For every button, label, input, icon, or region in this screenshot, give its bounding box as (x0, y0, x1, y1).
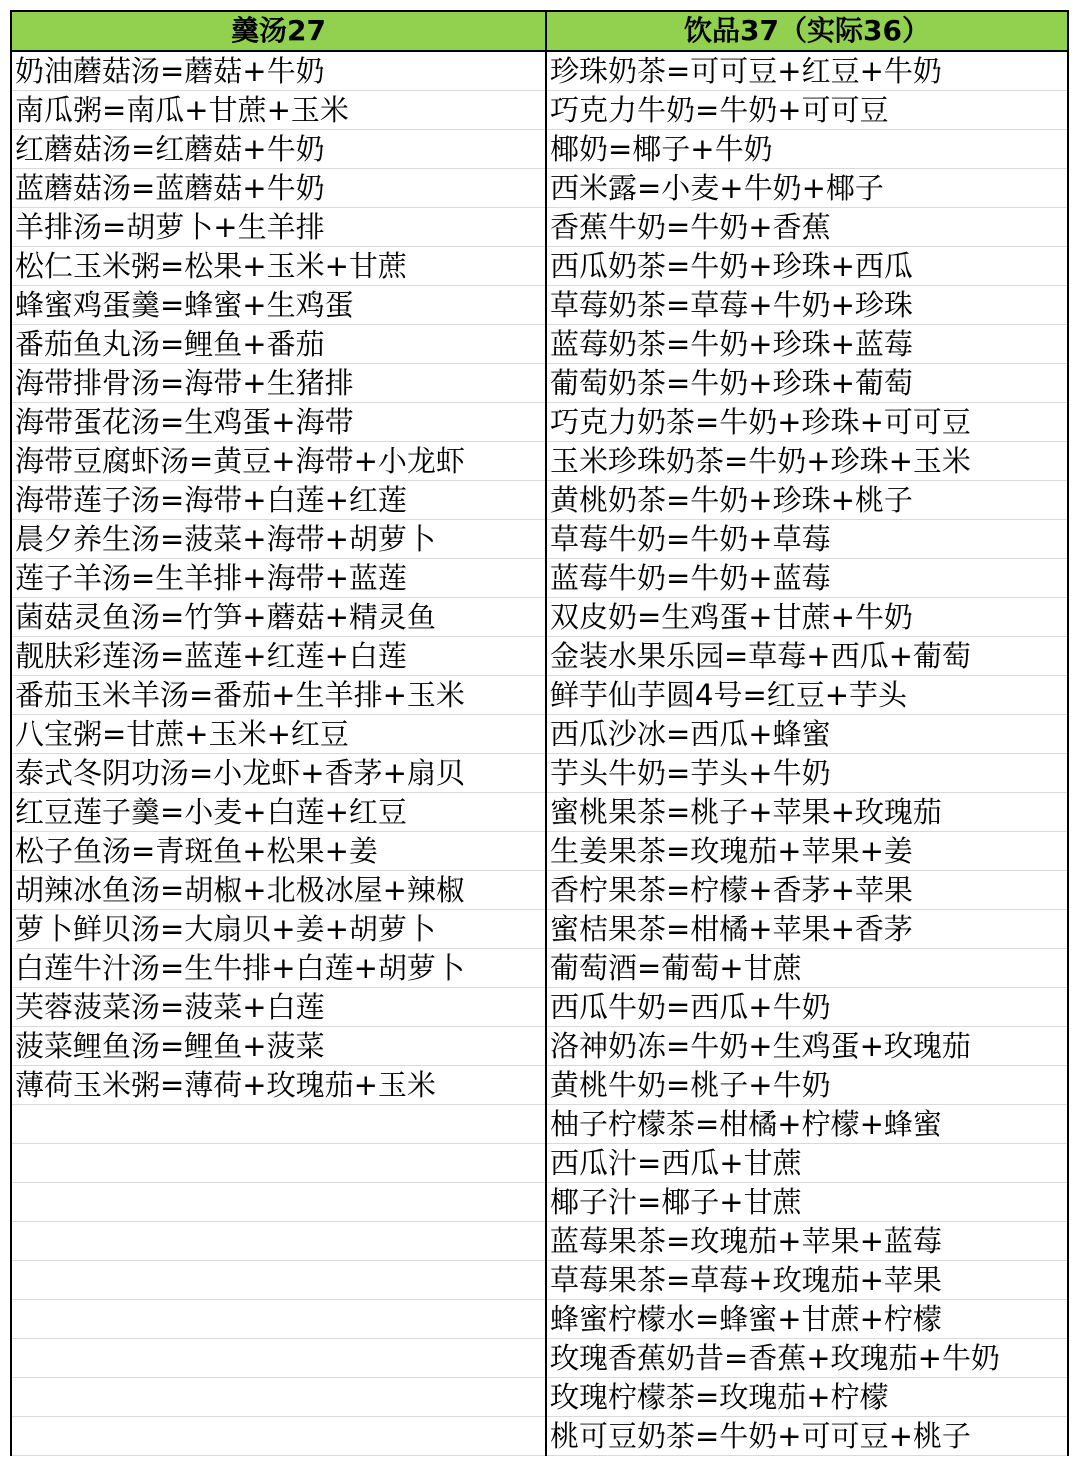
drink-recipe-cell: 黄桃奶茶=牛奶+珍珠+桃子 (546, 481, 1068, 520)
soup-recipe-cell: 羊排汤=胡萝卜+生羊排 (11, 208, 546, 247)
soup-recipe-cell: 莲子羊汤=生羊排+海带+蓝莲 (11, 559, 546, 598)
soup-recipe-cell: 泰式冬阴功汤=小龙虾+香茅+扇贝 (11, 754, 546, 793)
drink-recipe-cell: 鲜芋仙芋圆4号=红豆+芋头 (546, 676, 1068, 715)
table-row (11, 1105, 1068, 1144)
soup-recipe-cell: 奶油蘑菇汤=蘑菇+牛奶 (11, 51, 546, 91)
drink-recipe-cell: 蜜桔果茶=柑橘+苹果+香茅 (546, 910, 1068, 949)
table-row (11, 481, 1068, 520)
soup-recipe-cell: 海带蛋花汤=生鸡蛋+海带 (11, 403, 546, 442)
drink-recipe-cell: 草莓牛奶=牛奶+草莓 (546, 520, 1068, 559)
table-row (11, 676, 1068, 715)
drink-recipe-cell: 蓝莓牛奶=牛奶+蓝莓 (546, 559, 1068, 598)
soup-recipe-cell: 番茄玉米羊汤=番茄+生羊排+玉米 (11, 676, 546, 715)
soup-recipe-cell: 松仁玉米粥=松果+玉米+甘蔗 (11, 247, 546, 286)
drink-recipe-cell: 草莓果茶=草莓+玫瑰茄+苹果 (546, 1261, 1068, 1300)
soup-recipe-cell (11, 1261, 546, 1300)
table-row (11, 637, 1068, 676)
drink-recipe-cell: 巧克力奶茶=牛奶+珍珠+可可豆 (546, 403, 1068, 442)
table-row (11, 559, 1068, 598)
table-row (11, 1183, 1068, 1222)
soup-recipe-cell: 八宝粥=甘蔗+玉米+红豆 (11, 715, 546, 754)
table-row (11, 325, 1068, 364)
drink-recipe-cell: 西瓜沙冰=西瓜+蜂蜜 (546, 715, 1068, 754)
drink-recipe-cell: 西瓜奶茶=牛奶+珍珠+西瓜 (546, 247, 1068, 286)
table-row (11, 130, 1068, 169)
table-row (11, 1300, 1068, 1339)
drink-recipe-cell: 蓝莓奶茶=牛奶+珍珠+蓝莓 (546, 325, 1068, 364)
soup-recipe-cell: 红蘑菇汤=红蘑菇+牛奶 (11, 130, 546, 169)
soup-recipe-cell: 海带排骨汤=海带+生猪排 (11, 364, 546, 403)
drink-recipe-cell: 西瓜汁=西瓜+甘蔗 (546, 1144, 1068, 1183)
table-row (11, 754, 1068, 793)
table-row (11, 169, 1068, 208)
table-row (11, 598, 1068, 637)
drink-recipe-cell: 葡萄酒=葡萄+甘蔗 (546, 949, 1068, 988)
table-row (11, 949, 1068, 988)
drink-recipe-cell: 葡萄奶茶=牛奶+珍珠+葡萄 (546, 364, 1068, 403)
drink-recipe-cell: 玫瑰柠檬茶=玫瑰茄+柠檬 (546, 1378, 1068, 1417)
soup-recipe-cell: 胡辣冰鱼汤=胡椒+北极冰屋+辣椒 (11, 871, 546, 910)
table-row (11, 1261, 1068, 1300)
drink-recipe-cell: 椰子汁=椰子+甘蔗 (546, 1183, 1068, 1222)
soup-recipe-cell: 南瓜粥=南瓜+甘蔗+玉米 (11, 91, 546, 130)
table-row (11, 910, 1068, 949)
table-row (11, 871, 1068, 910)
soup-recipe-cell: 海带莲子汤=海带+白莲+红莲 (11, 481, 546, 520)
drink-recipe-cell: 珍珠奶茶=可可豆+红豆+牛奶 (546, 51, 1068, 91)
table-row (11, 1222, 1068, 1261)
table-row (11, 1417, 1068, 1456)
drink-recipe-cell: 桃可豆奶茶=牛奶+可可豆+桃子 (546, 1417, 1068, 1456)
soup-recipe-cell (11, 1183, 546, 1222)
table-row (11, 988, 1068, 1027)
drink-recipe-cell: 蜜桃果茶=桃子+苹果+玫瑰茄 (546, 793, 1068, 832)
soup-recipe-cell: 靓肤彩莲汤=蓝莲+红莲+白莲 (11, 637, 546, 676)
table-row (11, 208, 1068, 247)
drink-recipe-cell: 玉米珍珠奶茶=牛奶+珍珠+玉米 (546, 442, 1068, 481)
table-row (11, 832, 1068, 871)
table-row (11, 1144, 1068, 1183)
header-row (11, 11, 1068, 51)
soup-recipe-cell: 海带豆腐虾汤=黄豆+海带+小龙虾 (11, 442, 546, 481)
soup-recipe-cell (11, 1222, 546, 1261)
table-row (11, 715, 1068, 754)
drink-recipe-cell: 洛神奶冻=牛奶+生鸡蛋+玫瑰茄 (546, 1027, 1068, 1066)
table-row (11, 520, 1068, 559)
soup-recipe-cell (11, 1378, 546, 1417)
drink-recipe-cell: 金装水果乐园=草莓+西瓜+葡萄 (546, 637, 1068, 676)
soup-recipe-cell: 萝卜鲜贝汤=大扇贝+姜+胡萝卜 (11, 910, 546, 949)
soup-recipe-cell: 薄荷玉米粥=薄荷+玫瑰茄+玉米 (11, 1066, 546, 1105)
drink-recipe-cell: 西瓜牛奶=西瓜+牛奶 (546, 988, 1068, 1027)
table-row (11, 1027, 1068, 1066)
table-row (11, 403, 1068, 442)
soup-recipe-cell: 菌菇灵鱼汤=竹笋+蘑菇+精灵鱼 (11, 598, 546, 637)
soup-recipe-cell: 红豆莲子羹=小麦+白莲+红豆 (11, 793, 546, 832)
soup-recipe-cell: 蜂蜜鸡蛋羹=蜂蜜+生鸡蛋 (11, 286, 546, 325)
table-row (11, 1378, 1068, 1417)
drink-recipe-cell: 玫瑰香蕉奶昔=香蕉+玫瑰茄+牛奶 (546, 1339, 1068, 1378)
table-row (11, 51, 1068, 91)
drink-recipe-cell: 柚子柠檬茶=柑橘+柠檬+蜂蜜 (546, 1105, 1068, 1144)
soup-recipe-cell (11, 1105, 546, 1144)
table-body (11, 51, 1068, 1456)
drink-recipe-cell: 香柠果茶=柠檬+香茅+苹果 (546, 871, 1068, 910)
soup-recipe-cell: 番茄鱼丸汤=鲤鱼+番茄 (11, 325, 546, 364)
soup-recipe-cell (11, 1144, 546, 1183)
drink-recipe-cell: 椰奶=椰子+牛奶 (546, 130, 1068, 169)
drink-recipe-cell: 香蕉牛奶=牛奶+香蕉 (546, 208, 1068, 247)
soup-column-header: 羹汤27 (11, 11, 546, 51)
soup-recipe-cell (11, 1339, 546, 1378)
drink-recipe-cell: 巧克力牛奶=牛奶+可可豆 (546, 91, 1068, 130)
drink-column-header: 饮品37（实际36） (546, 11, 1068, 51)
drink-recipe-cell: 西米露=小麦+牛奶+椰子 (546, 169, 1068, 208)
table-row (11, 91, 1068, 130)
drink-recipe-cell: 生姜果茶=玫瑰茄+苹果+姜 (546, 832, 1068, 871)
drink-recipe-cell: 芋头牛奶=芋头+牛奶 (546, 754, 1068, 793)
table-row (11, 1339, 1068, 1378)
table-row (11, 442, 1068, 481)
drink-recipe-cell: 双皮奶=生鸡蛋+甘蔗+牛奶 (546, 598, 1068, 637)
soup-recipe-cell: 蓝蘑菇汤=蓝蘑菇+牛奶 (11, 169, 546, 208)
recipe-table (10, 10, 1069, 1456)
drink-recipe-cell: 蓝莓果茶=玫瑰茄+苹果+蓝莓 (546, 1222, 1068, 1261)
soup-recipe-cell (11, 1417, 546, 1456)
table-row (11, 364, 1068, 403)
soup-recipe-cell: 芙蓉菠菜汤=菠菜+白莲 (11, 988, 546, 1027)
soup-recipe-cell: 菠菜鲤鱼汤=鲤鱼+菠菜 (11, 1027, 546, 1066)
soup-recipe-cell: 白莲牛汁汤=生牛排+白莲+胡萝卜 (11, 949, 546, 988)
soup-recipe-cell: 晨夕养生汤=菠菜+海带+胡萝卜 (11, 520, 546, 559)
soup-recipe-cell (11, 1300, 546, 1339)
table-row (11, 247, 1068, 286)
drink-recipe-cell: 草莓奶茶=草莓+牛奶+珍珠 (546, 286, 1068, 325)
drink-recipe-cell: 黄桃牛奶=桃子+牛奶 (546, 1066, 1068, 1105)
table-row (11, 286, 1068, 325)
table-row (11, 793, 1068, 832)
table-row (11, 1066, 1068, 1105)
soup-recipe-cell: 松子鱼汤=青斑鱼+松果+姜 (11, 832, 546, 871)
drink-recipe-cell: 蜂蜜柠檬水=蜂蜜+甘蔗+柠檬 (546, 1300, 1068, 1339)
